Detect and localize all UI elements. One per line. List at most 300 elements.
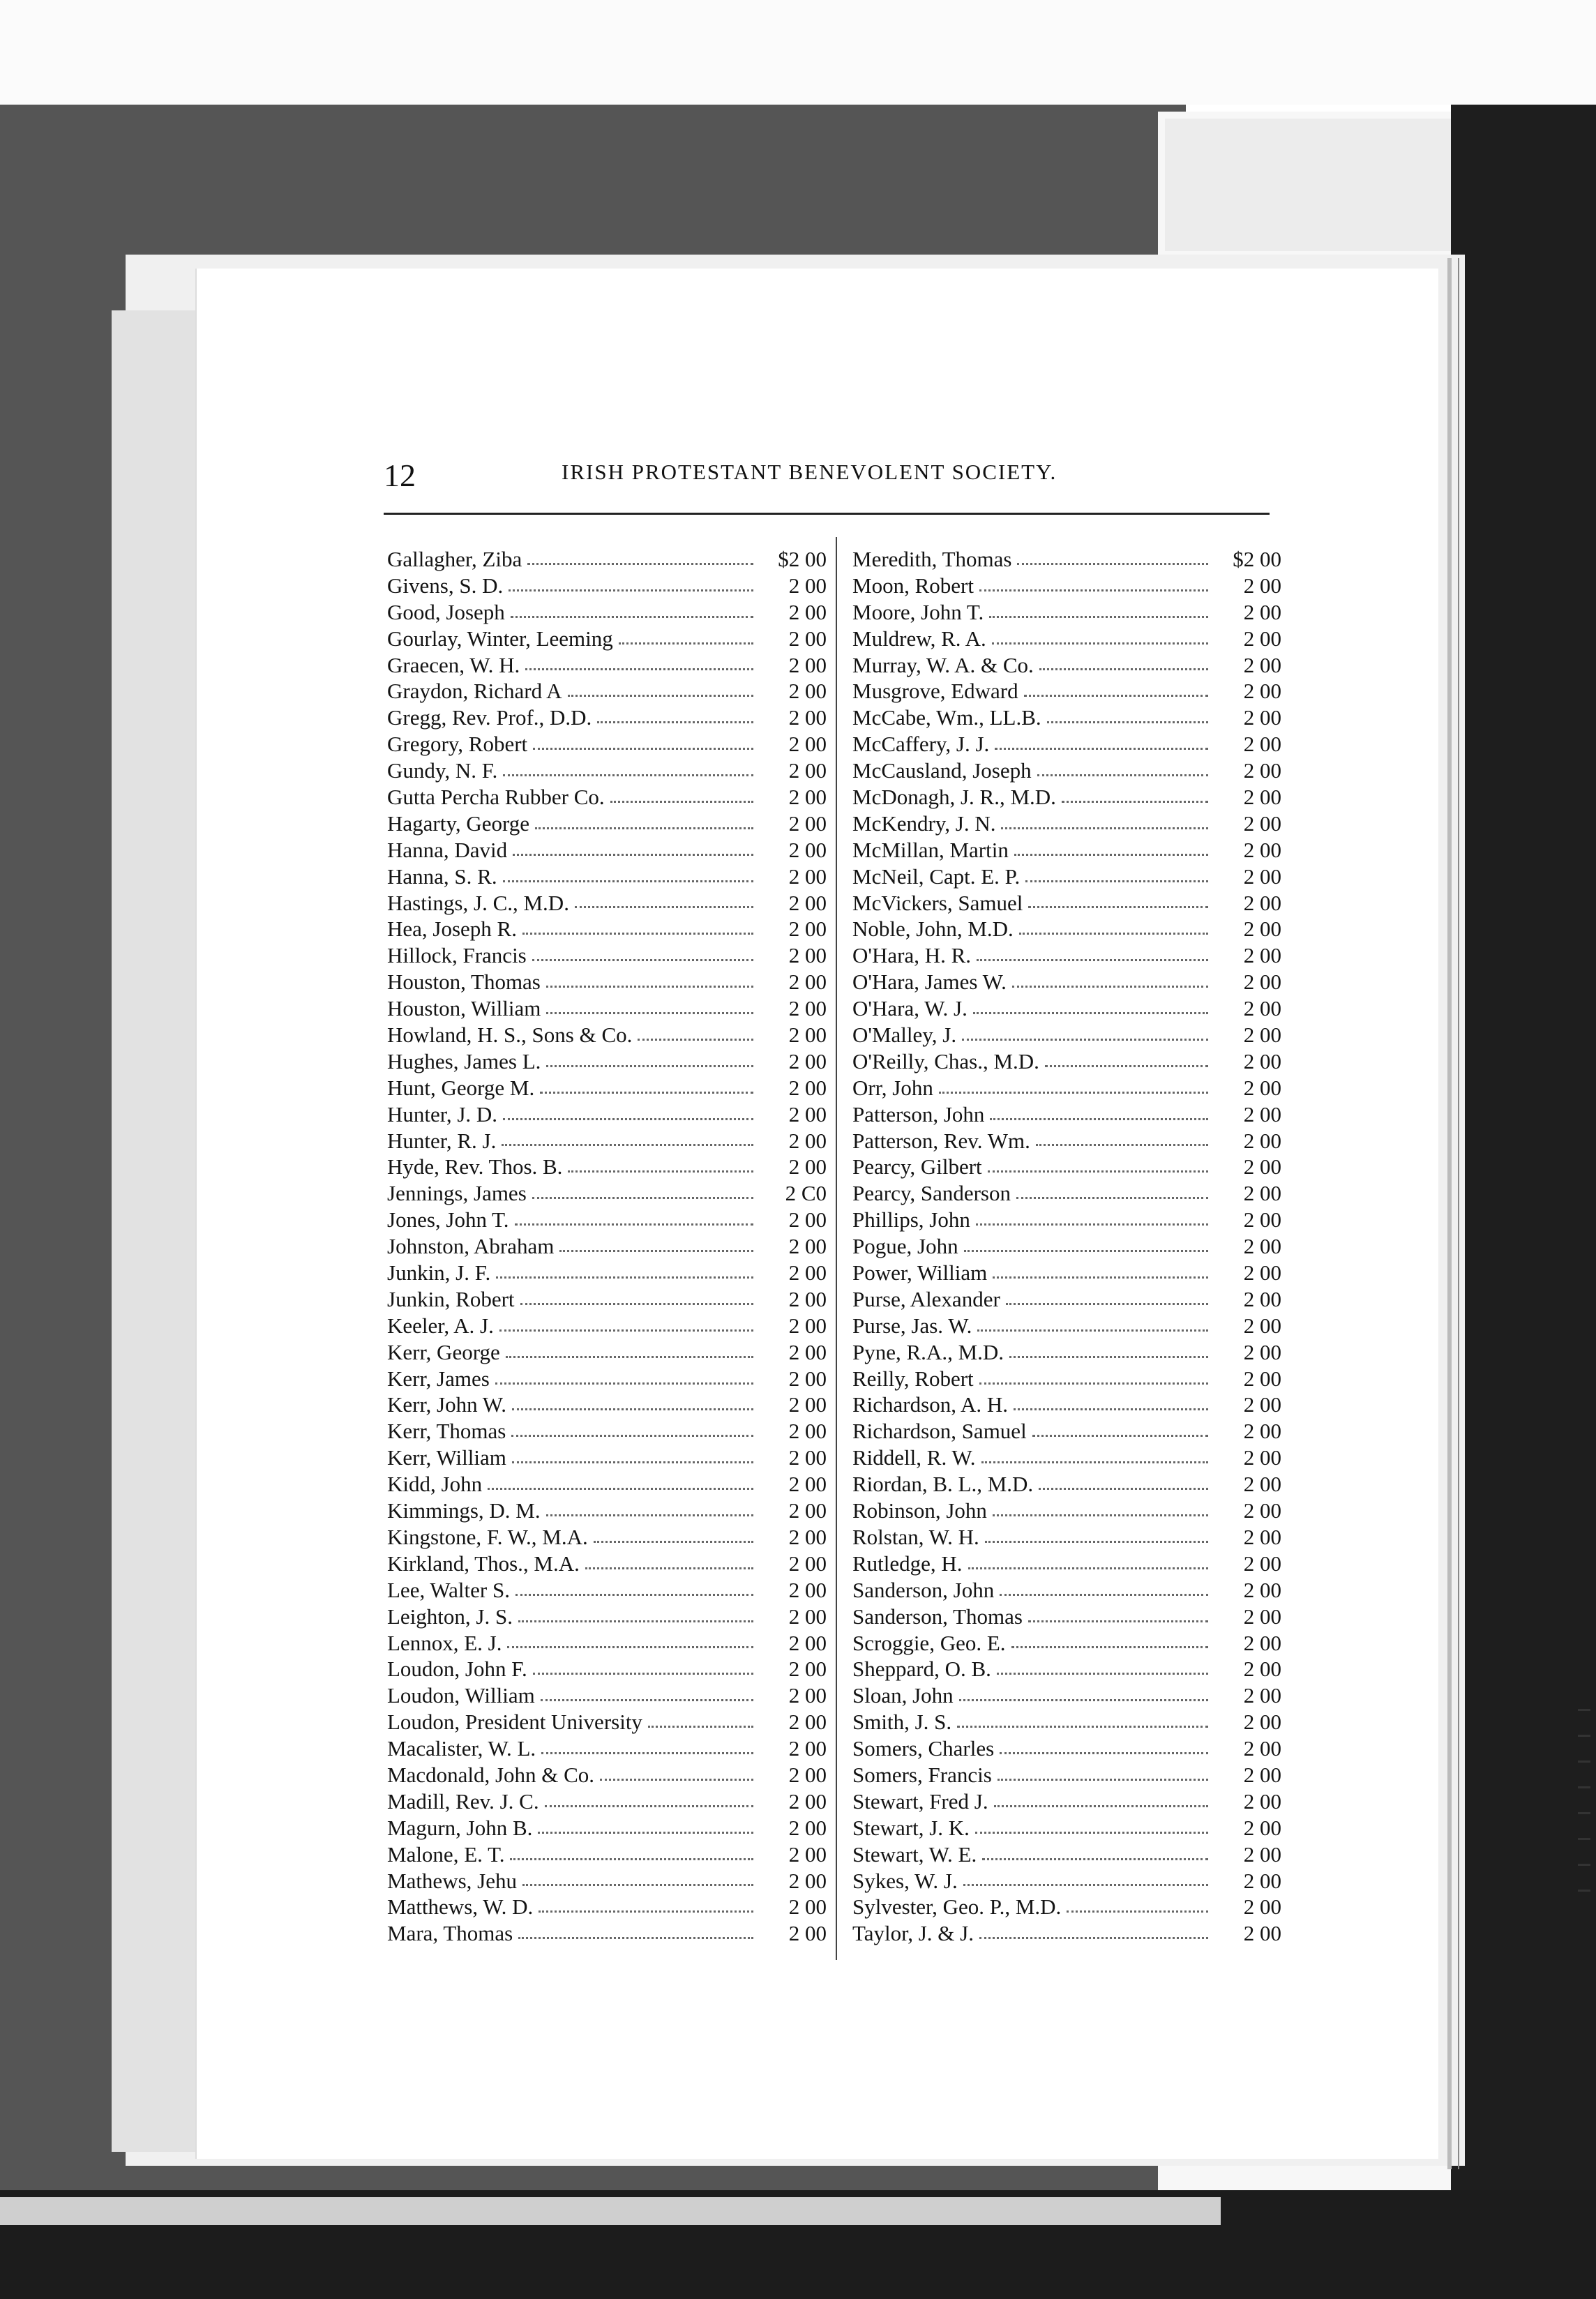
subscription-amount: 2 00 [1243,1234,1281,1259]
subscriber-name: Lee, Walter S. [387,1577,510,1602]
left-column-list [387,546,827,1947]
subscriber-name: Loudon, President University [387,1710,642,1735]
subscription-amount: 2 00 [1243,1630,1281,1655]
dot-leader [989,616,1208,618]
subscriber-row [387,1313,827,1339]
subscriber-name: McKendry, J. N. [852,811,996,836]
subscriber-row [387,1498,827,1524]
subscriber-name: Moore, John T. [852,599,984,624]
dot-leader [532,1197,753,1199]
subscriber-row [387,1154,827,1180]
subscription-amount: 2 00 [1243,1577,1281,1602]
dot-leader [1028,1620,1208,1622]
subscriber-name: Good, Joseph [387,599,505,624]
subscriber-row [852,1471,1281,1498]
subscriber-name: Noble, John, M.D. [852,917,1014,942]
dot-leader [597,721,753,723]
running-head [384,457,1277,506]
dot-leader [1045,1065,1208,1067]
subscription-amount: 2 00 [1243,811,1281,836]
subscriber-name: Sheppard, O. B. [852,1657,991,1682]
subscription-amount: 2 00 [1243,732,1281,757]
subscriber-name: McVickers, Samuel [852,890,1023,915]
subscriber-name: Gregory, Robert [387,732,528,757]
dot-leader [512,1408,753,1410]
dot-leader [541,1699,753,1701]
dot-leader [985,1541,1208,1543]
dot-leader [977,1329,1208,1332]
dot-leader [496,1276,753,1279]
subscriber-row [387,1128,827,1154]
subscriber-row [387,1233,827,1260]
subscriber-name: Pearcy, Gilbert [852,1154,982,1179]
subscriber-row [852,1313,1281,1339]
subscriber-name: Hunt, George M. [387,1075,535,1100]
dot-leader [507,1646,753,1648]
subscriber-name: Jones, John T. [387,1207,509,1233]
subscriber-name: O'Hara, James W. [852,970,1007,995]
subscriber-name: Junkin, J. F. [387,1260,491,1286]
subscription-amount: 2 00 [788,573,827,598]
subscriber-name: Pearcy, Sanderson [852,1181,1011,1206]
dot-leader [515,1594,753,1596]
dot-leader [995,748,1208,750]
subscriber-row [852,811,1281,837]
subscription-amount: 2 00 [1243,785,1281,809]
subscriber-name: Stewart, J. K. [852,1815,970,1840]
subscriber-row [852,626,1281,652]
subscription-amount: 2 00 [788,1472,827,1497]
subscriber-row [387,1101,827,1128]
subscription-amount: 2 00 [788,1736,827,1761]
dot-leader [502,1144,753,1146]
dot-leader [638,1039,753,1041]
subscriber-name: Johnston, Abraham [387,1234,555,1259]
dot-leader [1036,1144,1208,1146]
page-gutter-line [1458,258,1459,2169]
subscriber-name: Howland, H. S., Sons & Co. [387,1023,633,1048]
dot-leader [568,1170,753,1173]
dot-leader [546,1514,753,1516]
subscriber-name: Hagarty, George [387,811,529,836]
subscriber-name: Somers, Charles [852,1736,995,1761]
subscription-amount: 2 00 [1243,1868,1281,1893]
subscriber-row [852,731,1281,757]
dot-leader [503,1118,753,1120]
subscriber-name: Rolstan, W. H. [852,1524,979,1549]
dot-leader [1000,1594,1208,1596]
dot-leader [998,1779,1208,1781]
subscriber-name: Riordan, B. L., M.D. [852,1472,1034,1497]
subscriber-name: Smith, J. S. [852,1710,952,1735]
subscriber-name: Givens, S. D. [387,573,504,598]
subscription-amount: 2 00 [788,1023,827,1048]
subscriber-name: Sylvester, Geo. P., M.D. [852,1894,1062,1920]
subscriber-name: Purse, Alexander [852,1286,1000,1311]
dot-leader [1017,563,1208,565]
subscription-amount: 2 00 [788,652,827,677]
dot-leader [546,1065,753,1067]
subscription-amount: 2 00 [788,837,827,862]
column-divider [836,537,837,1960]
subscription-amount: 2 00 [788,1207,827,1233]
subscription-amount: 2 00 [1243,1101,1281,1126]
subscriber-name: Phillips, John [852,1207,970,1233]
subscription-amount: 2 00 [788,1894,827,1920]
subscriber-name: Houston, William [387,996,541,1021]
subscriber-name: Kimmings, D. M. [387,1498,541,1523]
subscriber-row [387,1180,827,1207]
dot-leader [979,589,1208,591]
subscription-amount: 2 00 [788,1657,827,1682]
subscriber-row [387,942,827,969]
dot-leader [1014,1408,1208,1410]
subscriber-row [852,1366,1281,1392]
running-title: IRISH PROTESTANT BENEVOLENT SOCIETY. [562,460,1057,484]
dot-leader [520,1303,753,1305]
subscriber-row [387,837,827,864]
subscription-amount: 2 00 [1243,1207,1281,1233]
dot-leader [506,1356,753,1358]
subscriber-name: Keeler, A. J. [387,1313,494,1338]
dot-leader [539,1910,753,1913]
subscriber-row [387,1656,827,1682]
subscriber-row [387,1022,827,1048]
subscriber-name: Kerr, Thomas [387,1419,506,1444]
subscription-amount: 2 00 [788,1128,827,1153]
dot-leader [939,1092,1208,1094]
subscription-amount: 2 00 [788,1048,827,1073]
scan-top-margin [0,0,1596,105]
subscriber-row [852,1339,1281,1366]
subscriber-row [852,1154,1281,1180]
subscriber-name: Hillock, Francis [387,943,527,968]
dot-leader [546,986,753,988]
subscriber-row [852,573,1281,599]
subscriber-row [852,1075,1281,1101]
subscriber-row [387,1735,827,1762]
subscriber-row [852,1445,1281,1471]
subscriber-row [387,1075,827,1101]
subscriber-row [852,890,1281,917]
subscription-amount: 2 00 [788,1339,827,1364]
dot-leader [1047,721,1208,723]
subscription-amount: $2 00 [778,546,827,571]
dot-leader [1037,774,1208,776]
dot-leader [503,774,753,776]
dot-leader [1025,880,1208,882]
dot-leader [510,1858,753,1860]
subscriber-name: Pyne, R.A., M.D. [852,1339,1004,1364]
subscription-amount: 2 00 [788,1577,827,1602]
subscriber-name: McCabe, Wm., LL.B. [852,705,1041,730]
dot-leader [518,1937,753,1939]
subscriber-row [387,1630,827,1657]
subscriber-row [852,1762,1281,1788]
subscription-amount: 2 00 [1243,1339,1281,1364]
subscription-amount: 2 00 [1243,1894,1281,1920]
subscription-amount: 2 00 [788,1101,827,1126]
dot-leader [1006,1303,1208,1305]
subscriber-name: O'Hara, H. R. [852,943,972,968]
dot-leader [990,1118,1208,1120]
subscriber-row [387,1920,827,1947]
subscriber-row [852,995,1281,1022]
dot-leader [515,1223,753,1226]
dot-leader [532,959,753,961]
subscriber-row [852,1180,1281,1207]
subscriber-name: Musgrove, Edward [852,679,1018,704]
subscriber-name: Power, William [852,1260,988,1286]
dot-leader [957,1726,1208,1728]
subscription-amount: 2 00 [788,1630,827,1655]
subscriber-name: Graydon, Richard A [387,679,562,704]
subscription-amount: 2 00 [788,1868,827,1893]
subscriber-name: Meredith, Thomas [852,546,1012,571]
dot-leader [975,1832,1208,1834]
subscription-amount: 2 00 [788,943,827,968]
dot-leader [977,959,1208,961]
subscriber-name: Kerr, William [387,1445,506,1470]
subscription-amount: 2 00 [1243,1841,1281,1867]
subscriber-row [387,1841,827,1868]
subscription-amount: 2 00 [788,1419,827,1444]
dot-leader [1012,986,1208,988]
subscriber-name: Stewart, Fred J. [852,1788,988,1814]
subscriber-row [852,1101,1281,1128]
subscription-amount: 2 00 [1243,1286,1281,1311]
subscription-amount: 2 00 [1243,970,1281,995]
subscriber-name: Jennings, James [387,1181,527,1206]
subscriber-row [387,1788,827,1815]
dot-leader [568,695,753,697]
page-gutter [1447,258,1452,2169]
subscription-amount: 2 00 [1243,599,1281,624]
subscriber-row [387,704,827,731]
subscriber-name: Matthews, W. D. [387,1894,534,1920]
subscription-amount: 2 00 [788,970,827,995]
dot-leader [1062,801,1208,803]
subscription-amount: 2 00 [788,1445,827,1470]
dot-leader [511,1435,753,1437]
subscription-amount: 2 00 [788,1234,827,1259]
subscription-amount: 2 00 [788,1366,827,1391]
subscriber-name: Hunter, R. J. [387,1128,497,1153]
subscriber-name: Magurn, John B. [387,1815,533,1840]
subscriber-row [852,1022,1281,1048]
dot-leader [541,1752,753,1754]
subscriber-name: Madill, Rev. J. C. [387,1788,539,1814]
subscriber-row [852,1815,1281,1841]
dot-leader [594,1541,753,1543]
dot-leader [540,1092,753,1094]
subscription-amount: 2 00 [788,890,827,915]
subscription-amount: 2 00 [1243,1366,1281,1391]
subscriber-row [852,1418,1281,1445]
subscription-amount: 2 00 [788,996,827,1021]
subscription-amount: 2 00 [1243,996,1281,1021]
subscriber-row [387,626,827,652]
subscriber-row [852,784,1281,811]
subscriber-name: Hunter, J. D. [387,1101,498,1126]
dot-leader [979,1382,1208,1385]
subscriber-row [852,916,1281,942]
subscriber-name: Loudon, John F. [387,1657,527,1682]
subscriber-name: Hanna, S. R. [387,864,497,889]
subscriber-row [387,1286,827,1313]
subscriber-row [852,864,1281,890]
subscription-amount: 2 00 [1243,705,1281,730]
subscription-amount: 2 00 [788,599,827,624]
subscriber-row [387,890,827,917]
dot-leader [503,880,753,882]
dot-leader [1024,695,1208,697]
subscriber-name: Gallagher, Ziba [387,546,522,571]
subscriber-row [852,1524,1281,1551]
subscriber-row [852,678,1281,704]
dot-leader [545,1805,753,1807]
dot-leader [1009,1356,1208,1358]
subscriber-name: Lennox, E. J. [387,1630,502,1655]
subscription-amount: 2 00 [788,785,827,809]
subscriber-row [852,1788,1281,1815]
dot-leader [1039,1488,1208,1490]
dot-leader [963,1884,1208,1886]
dot-leader [600,1779,753,1781]
subscriber-name: O'Malley, J. [852,1023,957,1048]
subscriber-name: Graecen, W. H. [387,652,520,677]
subscriber-row [852,1868,1281,1894]
subscriber-row [387,1366,827,1392]
subscriber-row [387,599,827,626]
subscriber-row [852,757,1281,784]
subscriber-name: Mathews, Jehu [387,1868,517,1893]
subscriber-name: Hughes, James L. [387,1048,541,1073]
dot-leader [559,1250,753,1252]
subscription-amount: 2 00 [788,1498,827,1523]
right-column-list [852,546,1281,1947]
subscriber-name: Mara, Thomas [387,1921,513,1946]
subscriber-row [852,546,1281,573]
subscriber-name: Kingstone, F. W., M.A. [387,1524,588,1549]
subscriber-name: Kerr, George [387,1339,500,1364]
subscriber-row [387,1709,827,1735]
subscription-amount: 2 00 [1243,1023,1281,1048]
subscriber-name: Malone, E. T. [387,1841,505,1867]
subscription-amount: 2 00 [788,1075,827,1100]
subscriber-row [852,704,1281,731]
subscriber-row [852,1260,1281,1286]
subscription-amount: 2 00 [1243,1392,1281,1417]
scan-bottom-edge [0,2197,1221,2225]
dot-leader [522,1884,753,1886]
subscriber-name: Hea, Joseph R. [387,917,517,942]
dot-leader [1000,1752,1208,1754]
subscriber-name: Kirkland, Thos., M.A. [387,1551,580,1576]
subscriber-name: Sloan, John [852,1683,954,1708]
subscriber-name: Scroggie, Geo. E. [852,1630,1006,1655]
subscriber-row [852,1286,1281,1313]
subscriber-name: Orr, John [852,1075,933,1100]
subscriber-row [387,1604,827,1630]
subscriber-row [852,837,1281,864]
subscriber-row [387,546,827,573]
subscription-amount: 2 00 [788,864,827,889]
subscriber-row [852,1656,1281,1682]
subscription-amount: 2 00 [1243,1762,1281,1787]
subscriber-row [387,678,827,704]
dot-leader [959,1699,1208,1701]
subscriber-name: Hyde, Rev. Thos. B. [387,1154,563,1179]
subscriber-row [387,1894,827,1920]
subscription-amount: 2 00 [788,1392,827,1417]
subscription-amount: 2 00 [1243,1445,1281,1470]
subscription-amount: 2 00 [788,1154,827,1179]
subscriber-row [852,599,1281,626]
subscriber-row [852,1128,1281,1154]
subscriber-name: Sykes, W. J. [852,1868,958,1893]
subscription-amount: 2 00 [1243,1604,1281,1629]
dot-leader [1067,1910,1208,1913]
subscriber-name: Richardson, A. H. [852,1392,1009,1417]
dot-leader [509,589,753,591]
subscriber-name: Robinson, John [852,1498,987,1523]
subscription-amount: 2 00 [1243,864,1281,889]
subscription-amount: 2 00 [788,1604,827,1629]
subscriber-row [387,1577,827,1604]
subscriber-name: Loudon, William [387,1683,535,1708]
subscriber-name: Rutledge, H. [852,1551,963,1576]
subscriber-row [387,1682,827,1709]
subscription-amount: 2 00 [788,1313,827,1338]
dot-leader [518,1620,753,1622]
subscription-amount: 2 00 [1243,1154,1281,1179]
subscription-amount: 2 00 [788,1788,827,1814]
dot-leader [610,801,753,803]
dot-leader [1039,668,1208,670]
dot-leader [1016,1197,1208,1199]
subscriber-row [852,1709,1281,1735]
subscription-amount: 2 00 [1243,573,1281,598]
dot-leader [513,854,753,856]
subscription-amount: 2 00 [788,732,827,757]
subscriber-row [387,1445,827,1471]
subscriber-row [387,1551,827,1577]
subscriber-name: Houston, Thomas [387,970,541,995]
subscriber-name: Sanderson, Thomas [852,1604,1023,1629]
dot-leader [988,1170,1208,1173]
subscription-amount: 2 00 [1243,1736,1281,1761]
subscriber-row [852,1233,1281,1260]
subscription-amount: 2 00 [788,917,827,942]
subscriber-name: Kerr, John W. [387,1392,506,1417]
dot-leader [619,642,753,645]
subscriber-name: O'Hara, W. J. [852,996,968,1021]
subscriber-name: Stewart, W. E. [852,1841,977,1867]
subscriber-row [852,1577,1281,1604]
dot-leader [1001,827,1208,829]
subscriber-row [852,969,1281,995]
subscriber-row [852,1207,1281,1233]
subscription-amount: 2 00 [788,679,827,704]
subscription-amount: 2 00 [1243,1551,1281,1576]
subscriber-name: Gutta Percha Rubber Co. [387,785,605,809]
subscription-amount: 2 00 [1243,1419,1281,1444]
subscriber-name: McDonagh, J. R., M.D. [852,785,1056,809]
subscriber-row [387,1048,827,1075]
subscriber-name: Leighton, J. S. [387,1604,513,1629]
dot-leader [992,642,1208,645]
